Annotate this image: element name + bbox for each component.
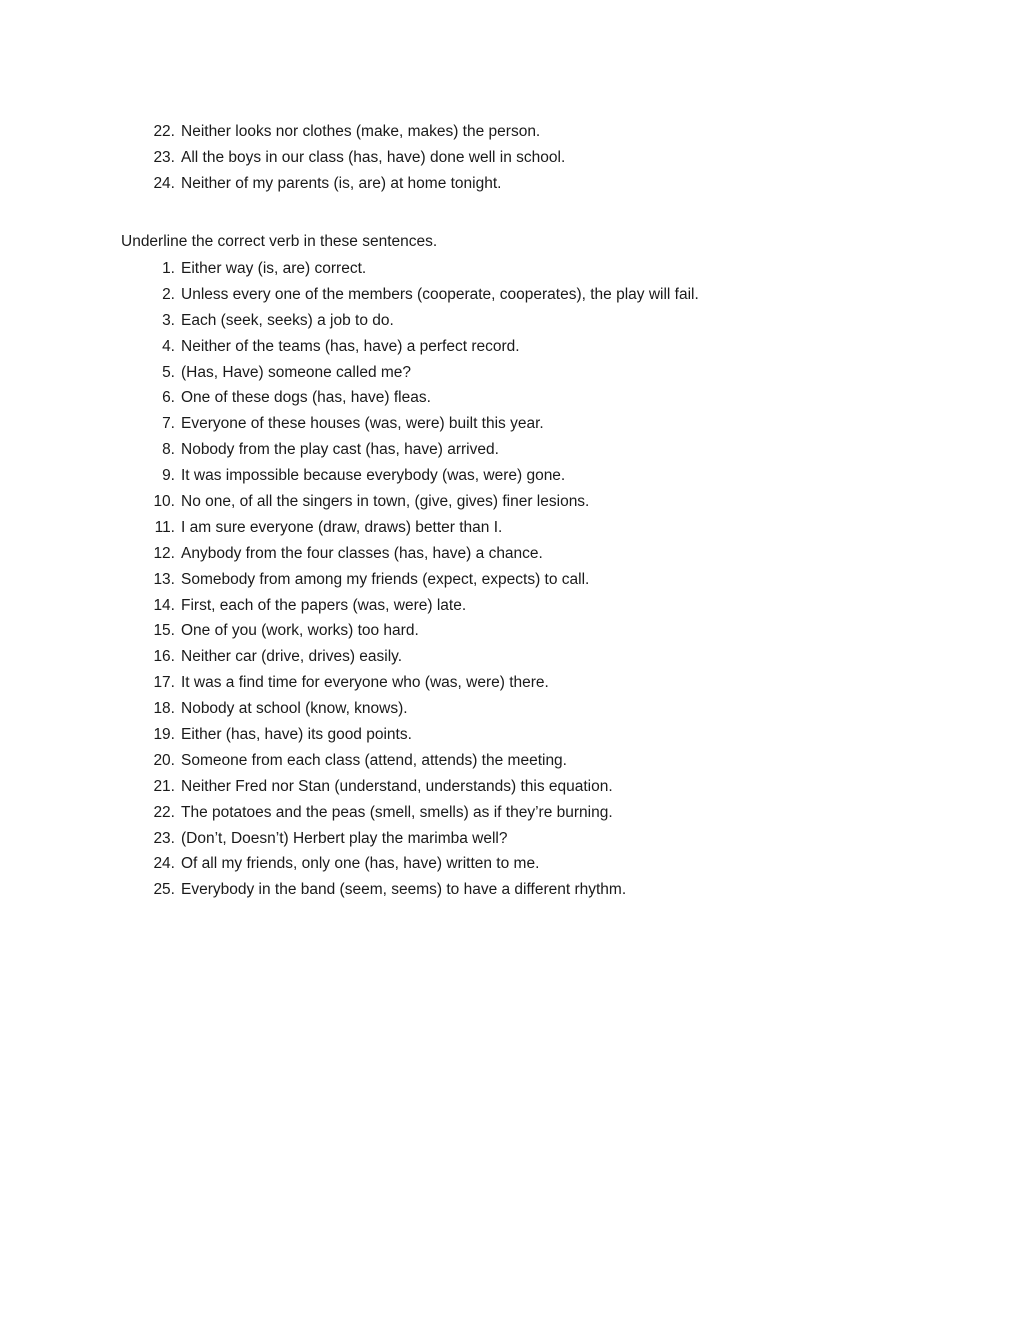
item-text: Neither of the teams (has, have) a perfect record. <box>181 337 520 355</box>
item-text: Everybody in the band (seem, seems) to have a different rhythm. <box>181 881 627 899</box>
item-text: Of all my friends, only one (has, have) written to me. <box>181 855 540 873</box>
item-number: 14. <box>153 596 175 614</box>
item-text: I am sure everyone (draw, draws) better than I. <box>181 518 503 536</box>
item-number: 3. <box>162 311 175 329</box>
item-number: 4. <box>162 337 175 355</box>
item-number: 9. <box>162 467 175 485</box>
item-text: Somebody from among my friends (expect, expects) to call. <box>181 570 590 588</box>
item-number: 25. <box>153 881 175 899</box>
item-text: Nobody from the play cast (has, have) arrived. <box>181 441 499 459</box>
item-number: 22. <box>153 803 175 821</box>
item-number: 13. <box>153 570 175 588</box>
item-number: 2. <box>162 285 175 303</box>
item-number: 20. <box>153 751 175 769</box>
item-number: 5. <box>162 363 175 381</box>
item-text: It was a find time for everyone who (was, were) there. <box>181 674 549 692</box>
item-number: 23. <box>153 148 175 166</box>
item-text: Nobody at school (know, knows). <box>181 700 408 718</box>
item-number: 6. <box>162 389 175 407</box>
item-text: First, each of the papers (was, were) late. <box>181 596 467 614</box>
item-text: Everyone of these houses (was, were) built this year. <box>181 415 544 433</box>
item-number: 1. <box>162 260 175 277</box>
item-number: 11. <box>154 518 175 536</box>
item-number: 16. <box>153 648 175 666</box>
item-text: All the boys in our class (has, have) done well in school. <box>181 148 566 166</box>
item-number: 8. <box>162 441 175 459</box>
item-text: (Has, Have) someone called me? <box>181 363 412 381</box>
item-text: Neither looks nor clothes (make, makes) the person. <box>181 123 541 140</box>
item-number: 24. <box>153 855 175 873</box>
item-number: 18. <box>153 700 175 718</box>
item-text: Either (has, have) its good points. <box>181 726 412 744</box>
item-text: Unless every one of the members (cooperate, cooperates), the play will fail. <box>181 285 699 303</box>
item-text: One of these dogs (has, have) fleas. <box>181 389 431 407</box>
item-number: 22. <box>153 123 175 140</box>
item-number: 19. <box>153 726 175 744</box>
item-number: 24. <box>153 174 175 192</box>
item-number: 15. <box>153 622 175 640</box>
item-number: 10. <box>153 493 175 511</box>
item-text: (Don’t, Doesn’t) Herbert play the marimba well? <box>181 829 508 847</box>
item-text: Someone from each class (attend, attends) the meeting. <box>181 751 567 769</box>
item-number: 12. <box>153 544 175 562</box>
item-text: Anybody from the four classes (has, have) a chance. <box>181 544 543 562</box>
item-number: 7. <box>162 415 175 433</box>
item-number: 21. <box>153 777 175 795</box>
item-text: The potatoes and the peas (smell, smells) as if they’re burning. <box>181 803 613 821</box>
item-text: It was impossible because everybody (was, were) gone. <box>181 467 566 485</box>
item-text: Neither of my parents (is, are) at home tonight. <box>181 174 502 192</box>
item-text: No one, of all the singers in town, (give, gives) finer lesions. <box>181 493 590 511</box>
item-text: Neither car (drive, drives) easily. <box>181 648 403 666</box>
item-text: Each (seek, seeks) a job to do. <box>181 311 394 329</box>
item-text: One of you (work, works) too hard. <box>181 622 419 640</box>
item-number: 23. <box>153 829 175 847</box>
item-text: Either way (is, are) correct. <box>181 260 367 277</box>
item-number: 17. <box>153 674 175 692</box>
item-text: Neither Fred nor Stan (understand, understands) this equation. <box>181 777 613 795</box>
exercise-instruction: Underline the correct verb in these sentences. <box>121 232 438 250</box>
